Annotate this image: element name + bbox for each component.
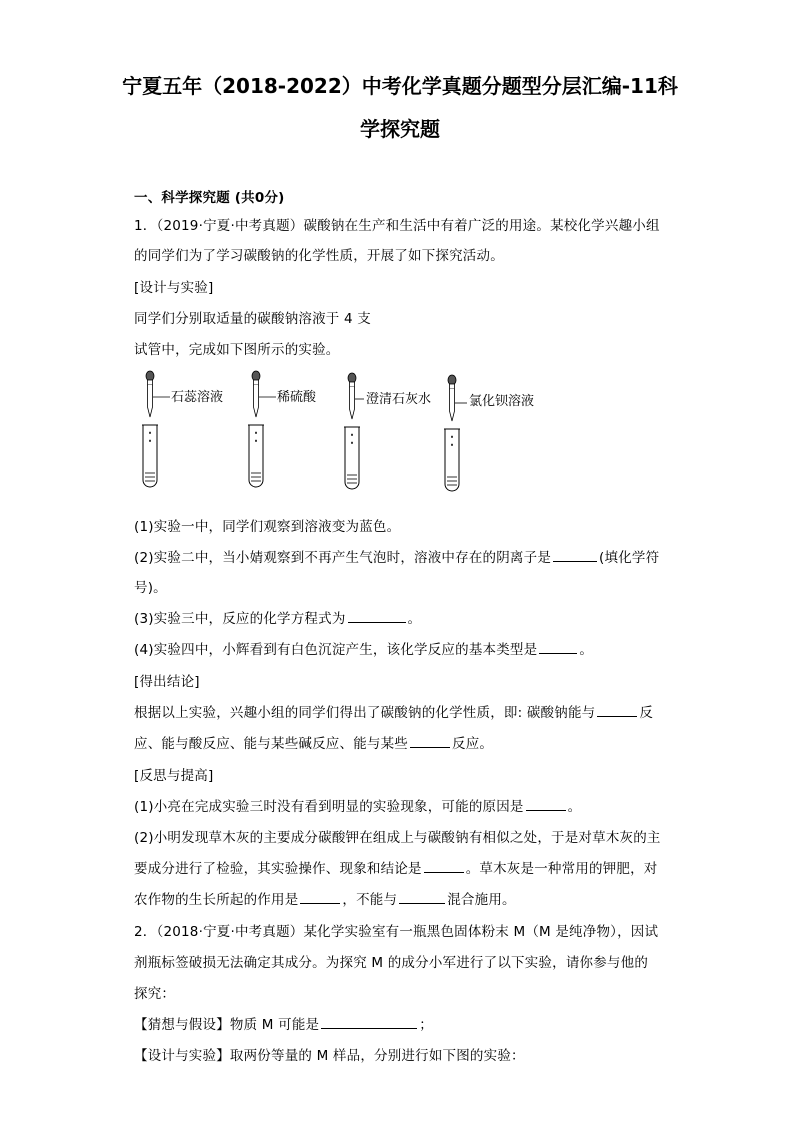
q1-item2-text-end: (填化学符 <box>599 550 660 566</box>
q2-design-line: 【设计与实验】取两份等量的 M 样品，分别进行如下图的实验： <box>134 1048 525 1064</box>
q1-reflect2-text: 要成分进行了检验，其实验操作、现象和结论是 <box>134 861 422 877</box>
q1-reflect2-text-3: 农作物的生长所起的作用是 <box>134 892 299 908</box>
q1-item4-text-end: 。 <box>579 642 594 658</box>
q1-reflect2-text-4: ，不能与 <box>342 892 398 908</box>
q2-guess-line <box>134 1013 433 1033</box>
q1-item4-text: (4)实验四中，小辉看到有白色沉淀产生，该化学反应的基本类型是 <box>134 642 538 658</box>
q2-intro-line2: 剂瓶标签破损无法确定其成分。为探究 M 的成分小军进行了以下实验，请你参与他的 <box>134 955 649 971</box>
experiment-2-dropper <box>252 371 260 417</box>
experiment-1-test-tube <box>142 425 158 487</box>
q2-intro-line1: 2．（2018·宁夏·中考真题）某化学实验室有一瓶黑色固体粉末 M（M 是纯净物），因试 <box>134 924 659 940</box>
q1-conclusion-text-end: 反 <box>639 705 654 721</box>
q1-conclusion-text-2-end: 反应。 <box>452 736 494 752</box>
q2-guess-text-end: ； <box>419 1017 433 1033</box>
q1-design-line1: 同学们分别取适量的碳酸钠溶液于 4 支 <box>134 311 371 327</box>
experiment-3-dropper <box>348 373 356 419</box>
q1-reflect2-text-2: 。草木灰是一种常用的钾肥，对 <box>465 861 658 877</box>
test-tube-apparatus-figure <box>134 365 674 500</box>
experiment-1-dropper <box>146 371 154 417</box>
q1-item4 <box>134 638 593 658</box>
q1-reflect2-answer-blank-2[interactable] <box>300 891 340 904</box>
q1-reflect-item1 <box>134 795 581 815</box>
q1-item3-text: (3)实验三中，反应的化学方程式为 <box>134 611 346 627</box>
q1-reflect-item2-line2 <box>134 857 658 877</box>
q2-guess-text: 【猜想与假设】物质 M 可能是 <box>134 1017 320 1033</box>
q1-reflect1-answer-blank[interactable] <box>526 798 566 811</box>
reagent-label-4: 氯化钡溶液 <box>469 394 535 409</box>
q1-conclusion-text-2: 应、能与酸反应、能与某些碱反应、能与某些 <box>134 736 408 752</box>
reagent-label-3: 澄清石灰水 <box>366 392 432 407</box>
q1-reflect-item2-line1: (2)小明发现草木灰的主要成分碳酸钾在组成上与碳酸钠有相似之处，于是对草木灰的主 <box>134 830 661 846</box>
experiment-2-test-tube <box>248 425 264 487</box>
q1-reflect1-text-end: 。 <box>567 799 582 815</box>
q1-conclusion-text: 根据以上实验，兴趣小组的同学们得出了碳酸钠的化学性质，即: 碳酸钠能与 <box>134 705 596 721</box>
q1-conclusion-heading: [得出结论] <box>134 674 200 690</box>
q1-item2-text: (2)实验二中，当小婧观察到不再产生气泡时，溶液中存在的阴离子是 <box>134 550 552 566</box>
experiment-4-dropper <box>448 375 456 421</box>
q1-item3-text-end: 。 <box>407 611 422 627</box>
q2-intro-line3: 探究： <box>134 986 176 1002</box>
q1-design-heading: [设计与实验] <box>134 280 214 296</box>
q1-item3 <box>134 607 421 627</box>
q1-conclusion-blank-2[interactable] <box>410 735 450 748</box>
q1-reflect-heading: [反思与提高] <box>134 768 214 784</box>
q1-item3-answer-blank[interactable] <box>348 610 406 623</box>
reagent-label-1: 石蕊溶液 <box>171 390 224 405</box>
q1-item2-cont: 号)。 <box>134 580 167 596</box>
q1-item2-answer-blank[interactable] <box>553 549 597 562</box>
q1-reflect2-answer-blank-1[interactable] <box>424 860 464 873</box>
q1-reflect-item2-line3 <box>134 888 516 908</box>
q1-design-line2: 试管中，完成如下图所示的实验。 <box>134 342 340 358</box>
q1-reflect1-text: (1)小亮在完成实验三时没有看到明显的实验现象，可能的原因是 <box>134 799 524 815</box>
q1-conclusion-line1 <box>134 701 653 721</box>
q1-item1: (1)实验一中，同学们观察到溶液变为蓝色。 <box>134 519 401 535</box>
q1-item4-answer-blank[interactable] <box>539 641 577 654</box>
section-heading: 一、科学探究题 (共0分) <box>134 190 285 206</box>
reagent-label-2: 稀硫酸 <box>277 390 317 405</box>
q2-guess-answer-blank[interactable] <box>321 1016 417 1029</box>
q1-intro-line2: 的同学们为了学习碳酸钠的化学性质，开展了如下探究活动。 <box>134 248 504 264</box>
document-title-line2: 学探究题 <box>360 117 440 141</box>
q1-intro-line1: 1．（2019·宁夏·中考真题）碳酸钠在生产和生活中有着广泛的用途。某校化学兴趣小组 <box>134 218 660 234</box>
q1-conclusion-blank-1[interactable] <box>597 704 637 717</box>
experiment-4-test-tube <box>444 429 460 491</box>
experiment-3-test-tube <box>344 427 360 489</box>
q1-reflect2-text-5: 混合施用。 <box>447 892 516 908</box>
document-title-line1: 宁夏五年（2018-2022）中考化学真题分题型分层汇编-11科 <box>122 74 678 98</box>
q1-conclusion-line2 <box>134 732 493 752</box>
q1-item2 <box>134 546 659 566</box>
q1-reflect2-answer-blank-3[interactable] <box>399 891 445 904</box>
